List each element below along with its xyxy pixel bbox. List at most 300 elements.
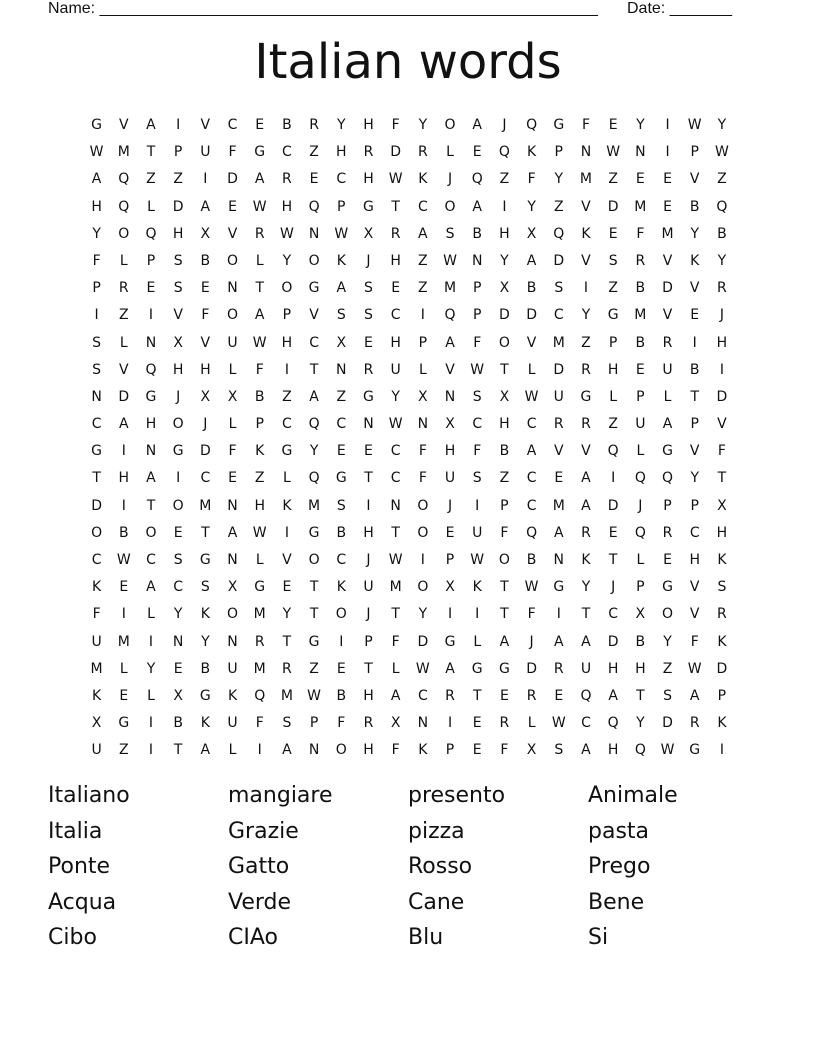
grid-letter: Y [282,252,292,269]
grid-letter: T [391,198,400,215]
word-list-item: Grazie [228,818,299,844]
grid-letter: F [337,715,346,732]
grid-letter: V [118,117,129,133]
grid-letter: A [418,225,428,242]
grid-letter: D [716,660,728,677]
grid-letter: U [444,470,456,487]
grid-letter: D [662,715,673,732]
grid-letter: X [499,280,510,297]
grid-letter: N [308,225,320,242]
grid-letter: P [418,334,428,351]
grid-letter: V [662,252,673,269]
grid-letter: P [309,715,319,732]
grid-letter: P [636,579,645,596]
grid-letter: R [118,280,129,297]
grid-letter: H [200,361,211,378]
grid-letter: T [472,687,482,704]
grid-letter: K [717,552,727,568]
grid-letter: W [388,416,403,433]
grid-row [83,574,743,601]
grid-letter: S [200,579,210,596]
grid-letter: D [227,171,238,188]
grid-letter: A [390,687,401,704]
grid-letter: G [444,633,456,650]
grid-letter: Q [526,117,538,133]
grid-letter: Q [607,715,619,732]
grid-letter: F [201,307,210,324]
grid-letter: Y [146,660,156,677]
grid-letter: Z [309,144,319,161]
grid-letter: N [227,497,238,514]
grid-letter: H [363,171,374,188]
grid-row [83,166,743,193]
word-list-item: Prego [588,854,651,880]
grid-letter: I [665,117,670,133]
grid-letter: L [147,198,155,215]
grid-letter: R [635,252,646,269]
word-list-row [48,814,768,850]
grid-letter: A [526,443,537,460]
grid-letter: P [445,742,455,759]
grid-letter: O [498,334,510,351]
grid-letter: W [279,225,294,242]
grid-letter: C [608,606,619,623]
grid-letter: K [717,715,727,732]
grid-letter: J [366,606,371,623]
grid-row [83,520,743,547]
grid-letter: M [253,606,266,623]
grid-letter: R [282,660,292,677]
grid-letter: W [660,742,675,759]
grid-letter: E [608,524,618,541]
grid-letter: K [336,579,346,596]
grid-letter: K [282,497,292,514]
grid-row [83,194,743,221]
grid-letter: P [472,307,482,324]
word-list-row [48,778,768,814]
grid-letter: U [227,660,238,677]
grid-letter: B [200,252,211,269]
grid-letter: A [200,742,211,759]
grid-letter: X [336,334,347,351]
grid-letter: R [662,334,673,351]
grid-letter: T [309,579,319,596]
grid-letter: W [252,524,267,541]
grid-letter: G [172,443,184,460]
grid-letter: I [94,307,99,324]
grid-letter: H [281,334,293,351]
grid-letter: Z [581,334,591,351]
grid-letter: L [147,606,155,623]
word-list-item: Italiano [48,783,130,809]
grid-row [83,656,743,683]
grid-letter: F [418,443,427,460]
grid-letter: J [203,416,208,433]
grid-letter: D [417,633,429,650]
grid-row [83,275,743,302]
grid-letter: I [121,497,126,514]
grid-letter: X [173,334,183,351]
grid-letter: I [502,198,507,215]
grid-letter: Z [173,171,183,188]
grid-letter: T [309,361,319,378]
grid-letter: J [447,497,453,514]
grid-row [83,601,743,628]
grid-letter: M [661,225,674,242]
grid-letter: L [636,552,645,568]
grid-letter: X [363,225,374,242]
grid-letter: J [366,252,371,269]
page-title: Italian words [254,34,562,90]
word-list [48,778,768,956]
grid-letter: G [498,660,510,677]
grid-letter: G [254,144,266,161]
grid-letter: I [148,742,154,759]
grid-letter: M [90,660,103,677]
grid-letter: H [363,117,374,133]
grid-letter: O [308,552,320,568]
grid-letter: N [444,388,456,405]
grid-letter: N [308,742,320,759]
grid-letter: R [689,715,700,732]
grid-letter: U [227,715,238,732]
grid-letter: Q [444,307,456,324]
grid-letter: O [91,524,103,541]
grid-letter: E [635,171,645,188]
grid-letter: Y [337,117,346,133]
grid-letter: X [445,579,455,596]
grid-letter: C [146,552,156,568]
grid-letter: I [148,307,154,324]
grid-letter: O [281,280,293,297]
grid-letter: H [336,144,347,161]
grid-letter: C [581,715,591,732]
grid-letter: T [690,388,699,405]
grid-letter: G [91,117,103,133]
word-list-item: Cane [408,889,465,915]
grid-letter: T [364,470,373,487]
grid-letter: C [390,443,401,460]
grid-letter: R [282,171,292,188]
grid-letter: T [391,606,400,623]
grid-letter: B [200,660,211,677]
grid-letter: D [607,497,619,514]
grid-letter: P [364,633,373,650]
grid-letter: P [690,497,699,514]
grid-letter: R [717,280,727,297]
grid-letter: R [390,225,401,242]
grid-letter: V [200,334,211,351]
grid-letter: S [173,252,183,269]
grid-letter: T [364,660,373,677]
grid-letter: B [717,225,727,242]
grid-letter: B [526,280,537,297]
grid-letter: T [146,497,156,514]
grid-letter: Y [717,252,727,269]
word-list-row [48,885,768,921]
grid-letter: V [445,361,455,378]
grid-letter: P [554,144,563,161]
grid-letter: C [336,552,347,568]
grid-letter: Y [92,225,101,242]
grid-letter: R [254,633,265,650]
date-field: Date: _______ [627,0,732,17]
grid-letter: E [309,171,319,188]
grid-letter: I [339,633,344,650]
grid-letter: R [581,416,591,433]
grid-letter: A [309,388,319,405]
grid-letter: T [717,470,727,487]
grid-letter: A [499,633,510,650]
grid-letter: Z [146,171,156,188]
grid-letter: E [663,552,672,568]
grid-letter: H [716,334,728,351]
grid-letter: Q [526,524,538,541]
grid-letter: I [692,334,697,351]
grid-letter: W [252,198,267,215]
grid-letter: Q [471,171,483,188]
grid-letter: J [529,633,534,650]
grid-letter: X [499,388,510,405]
grid-letter: A [254,307,265,324]
grid-letter: T [201,524,210,541]
grid-letter: Q [580,687,592,704]
grid-letter: I [475,606,480,623]
word-list-item: CIAo [228,925,278,951]
grid-letter: N [417,715,429,732]
grid-letter: H [607,742,619,759]
grid-letter: O [172,416,184,433]
grid-letter: P [636,388,645,405]
grid-letter: E [608,225,618,242]
grid-letter: F [391,117,400,133]
grid-letter: G [281,443,293,460]
grid-letter: Z [717,171,727,188]
grid-letter: B [635,334,646,351]
grid-letter: L [663,388,672,405]
grid-letter: D [526,660,537,677]
grid-letter: S [608,252,618,269]
grid-letter: Q [634,524,646,541]
grid-letter: H [499,416,510,433]
grid-letter: W [687,660,702,677]
grid-letter: M [308,497,321,514]
grid-letter: W [470,552,485,568]
grid-letter: E [146,280,156,297]
grid-letter: C [282,144,292,161]
grid-row [83,384,743,411]
grid-letter: H [281,198,293,215]
grid-letter: N [172,633,184,650]
grid-letter: O [308,252,320,269]
grid-letter: T [636,687,645,704]
grid-letter: K [227,687,238,704]
grid-letter: A [282,742,292,759]
grid-letter: I [420,552,425,568]
grid-letter: D [607,633,619,650]
grid-letter: V [227,225,238,242]
grid-letter: S [364,307,373,324]
word-search-grid [83,112,743,765]
grid-letter: E [391,280,401,297]
grid-letter: S [92,361,102,378]
grid-letter: B [689,361,700,378]
grid-letter: U [635,416,646,433]
grid-letter: I [420,307,425,324]
grid-letter: V [282,552,292,568]
grid-letter: Z [282,388,292,405]
grid-letter: B [173,715,183,732]
word-list-item: pasta [588,818,650,844]
grid-letter: A [608,687,618,704]
grid-letter: U [553,388,564,405]
grid-letter: T [608,552,618,568]
grid-letter: H [607,361,619,378]
grid-letter: Z [254,470,265,487]
grid-letter: D [118,388,130,405]
grid-letter: R [499,715,510,732]
grid-letter: H [390,334,401,351]
grid-row [83,438,743,465]
grid-letter: Q [118,171,130,188]
grid-letter: S [336,307,346,324]
grid-letter: E [228,470,237,487]
grid-letter: K [92,687,102,704]
grid-letter: H [363,687,374,704]
grid-letter: B [336,687,347,704]
grid-letter: Y [690,470,699,487]
grid-letter: K [200,606,210,623]
grid-letter: P [337,198,346,215]
grid-letter: X [526,225,537,242]
grid-letter: E [119,579,129,596]
grid-letter: R [526,687,537,704]
grid-letter: D [499,307,510,324]
grid-letter: Z [608,171,618,188]
grid-letter: A [581,633,591,650]
word-list-item: Bene [588,889,645,915]
grid-letter: X [445,416,455,433]
grid-letter: R [309,117,319,133]
grid-letter: H [254,497,265,514]
grid-letter: A [581,742,591,759]
grid-letter: Z [118,742,129,759]
grid-letter: J [447,171,453,188]
grid-letter: G [308,524,320,541]
grid-letter: G [662,579,673,596]
grid-letter: X [227,388,238,405]
grid-letter: I [366,497,371,514]
grid-letter: G [145,388,157,405]
grid-letter: T [309,606,319,623]
grid-letter: H [635,660,646,677]
grid-letter: B [635,280,646,297]
grid-letter: D [607,198,619,215]
grid-letter: M [443,280,457,297]
grid-letter: K [255,443,265,460]
grid-letter: Q [308,470,320,487]
grid-letter: M [199,497,212,514]
grid-letter: G [199,552,211,568]
grid-letter: O [227,606,239,623]
grid-row [83,411,743,438]
word-list-row [48,920,768,956]
grid-letter: H [363,742,374,759]
grid-letter: I [148,715,154,732]
grid-letter: E [445,524,455,541]
grid-letter: I [665,144,670,161]
grid-letter: X [635,606,646,623]
grid-letter: Y [173,606,183,623]
grid-letter: I [203,171,208,188]
grid-letter: U [662,361,673,378]
grid-letter: G [335,470,347,487]
grid-letter: A [118,416,129,433]
grid-letter: E [472,715,482,732]
grid-letter: Z [608,280,618,297]
grid-letter: T [282,633,292,650]
grid-letter: H [716,524,728,541]
grid-letter: Y [581,307,591,324]
grid-letter: C [173,579,184,596]
grid-letter: A [662,416,673,433]
grid-letter: Z [418,252,428,269]
grid-letter: A [445,660,455,677]
grid-letter: K [200,715,210,732]
grid-letter: Y [581,579,591,596]
grid-letter: K [717,633,727,650]
word-list-item: Cibo [48,925,97,951]
grid-letter: Q [145,225,157,242]
grid-letter: E [608,117,618,133]
grid-letter: Z [336,388,347,405]
grid-letter: E [255,117,265,133]
grid-letter: A [445,334,455,351]
grid-letter: D [91,497,102,514]
grid-letter: H [390,252,401,269]
grid-letter: I [583,280,589,297]
grid-letter: U [390,361,401,378]
word-list-item: Ponte [48,854,111,880]
grid-letter: G [553,117,565,133]
grid-letter: N [363,416,374,433]
grid-letter: O [417,579,429,596]
grid-letter: F [717,443,726,460]
grid-letter: B [635,633,646,650]
grid-letter: K [418,171,428,188]
grid-letter: C [553,307,564,324]
grid-letter: V [118,361,129,378]
grid-letter: X [390,715,401,732]
grid-letter: A [336,280,347,297]
grid-letter: V [662,307,673,324]
grid-letter: W [415,660,430,677]
grid-letter: G [689,742,701,759]
grid-letter: L [255,252,264,269]
grid-letter: S [282,715,292,732]
grid-letter: K [418,742,428,759]
grid-letter: M [117,633,130,650]
grid-letter: E [663,198,672,215]
grid-letter: F [581,117,590,133]
grid-letter: A [581,497,591,514]
grid-letter: G [118,715,130,732]
grid-letter: Q [553,225,565,242]
grid-letter: N [336,361,347,378]
grid-letter: H [363,524,374,541]
grid-letter: F [473,443,482,460]
grid-letter: E [282,579,292,596]
